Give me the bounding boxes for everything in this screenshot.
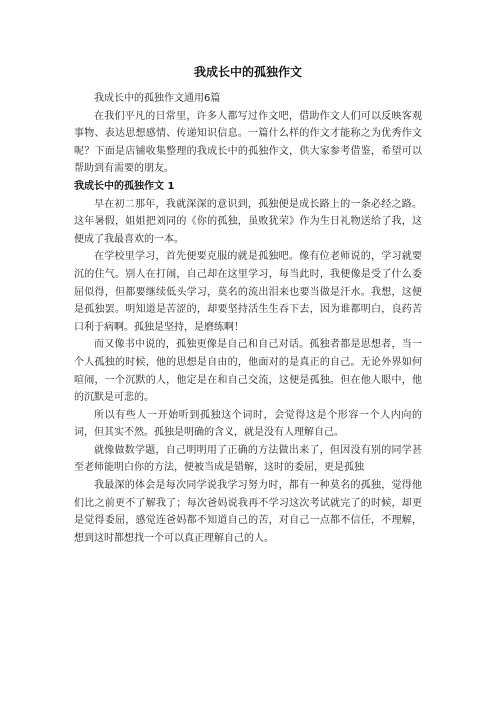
intro-paragraph: 在我们平凡的日常里，许多人都写过作文吧，借助作文人们可以反映客观事物、表达思想感情、传递知识信息。一篇什么样的作文才能称之为优秀作文呢？下面是店铺收集整理的我成长中的孤独作文，供大家参考借鉴，希望可以帮助到有需要的朋友。 xyxy=(74,110,422,175)
body-paragraph: 所以有些人一开始听到孤独这个词时，会觉得这是个形容一个人内向的词，但其实不然。孤独是明确的含义，就是没有人理解自己。 xyxy=(74,409,422,439)
intro-line: 我成长中的孤独作文通用6篇 xyxy=(94,93,221,104)
section-heading: 我成长中的孤独作文 1 xyxy=(74,180,175,192)
body-paragraph: 早在初二那年，我就深深的意识到，孤独便是成长路上的一条必经之路。这年暑假，姐姐把刘同的《你的孤独，虽败犹荣》作为生日礼物送给了我，这便成了我最喜欢的一本。 xyxy=(74,198,422,245)
body-paragraph: 我最深的体会是每次同学说我学习努力时，都有一种莫名的孤独，觉得他们比之前更不了解我了；每次爸妈说我再不学习这次考试就完了的时候，却更是觉得委屈，感觉连爸妈都不知道自己的苦，对自己一点都不信任，不理解，想到这时都想找一个可以真正理解自己的人。 xyxy=(74,480,422,544)
body-paragraph: 在学校里学习，首先便要克服的就是孤独吧。像有位老师说的，学习就要沉的住气。别人在打闹，自己却在这里学习，每当此时，我便像是受了什么委屈似得，但都要继续低头学习，莫名的流出泪来也要当做是汗水。我想，这便是孤独罢。明知道是苦涩的，却要坚持活生生吞下去，因为谁都明白，良药苦口利于病啊。孤独是坚持，是磨练啊！ xyxy=(74,251,422,333)
body-paragraph: 就像做数学题，自己明明用了正确的方法做出来了，但因没有别的同学甚至老师能明白你的方法，便被当成是错解，这时的委屈，更是孤独 xyxy=(74,444,422,474)
body-paragraph: 而又像书中说的，孤独更像是自己和自己对话。孤独者都是思想者，当一个人孤独的时候，他的思想是自由的，他面对的是真正的自己。无论外界如何喧闹，一个沉默的人，他定是在和自己交流，这便是孤独。但在他人眼中，他的沉默是可悲的。 xyxy=(74,339,422,404)
document-title: 我成长中的孤独作文 xyxy=(193,65,302,79)
